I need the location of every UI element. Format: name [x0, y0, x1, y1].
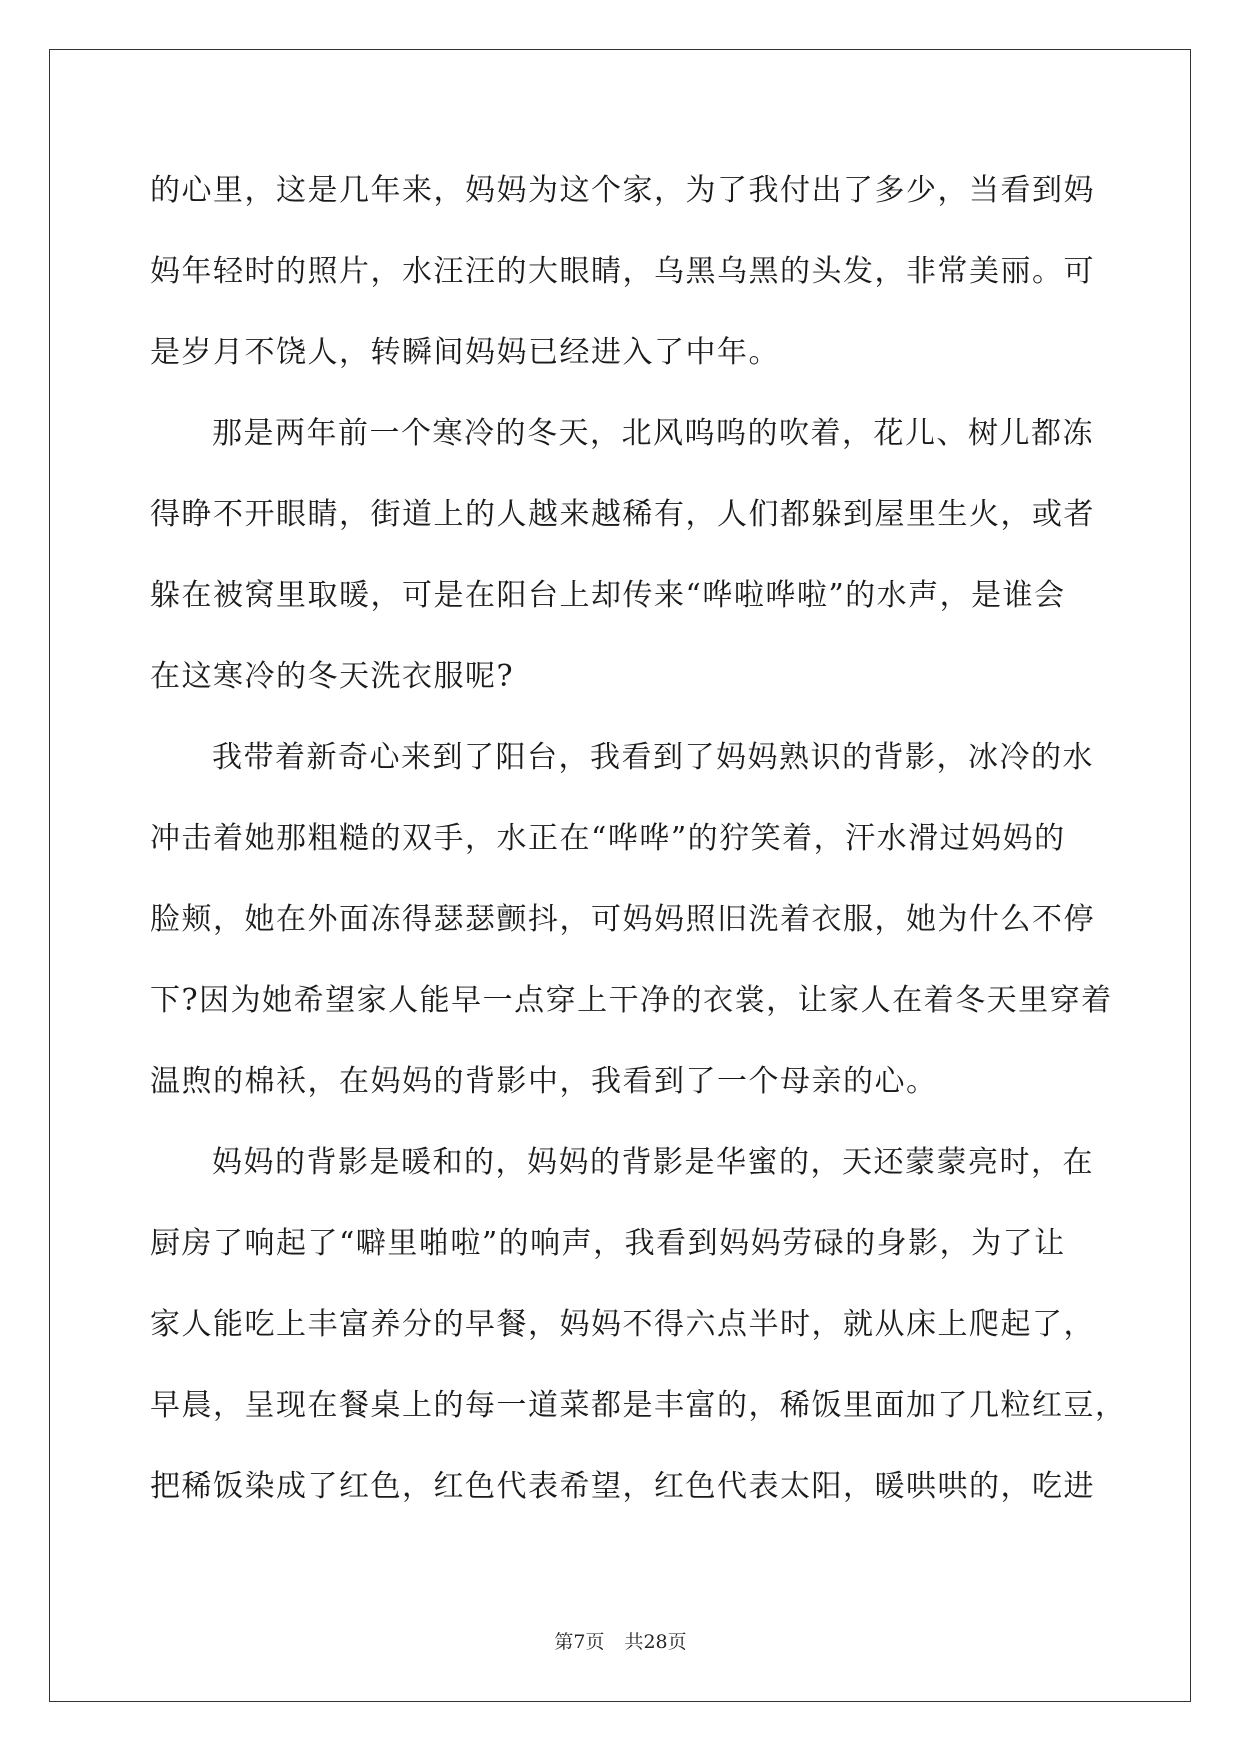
page-footer — [0, 1627, 1241, 1654]
text-line: 把稀饭染成了红色，红色代表希望，红色代表太阳，暖哄哄的，吃进 — [150, 1469, 1095, 1504]
text-line: 的心里，这是几年来，妈妈为这个家，为了我付出了多少，当看到妈 — [150, 173, 1095, 208]
text-line: 下?因为她希望家人能早一点穿上干净的衣裳，让家人在着冬天里穿着 — [150, 983, 1113, 1018]
text-line: 是岁月不饶人，转瞬间妈妈已经进入了中年。 — [150, 335, 780, 370]
document-body — [150, 150, 1127, 1527]
text-line: 温煦的棉袄，在妈妈的背影中，我看到了一个母亲的心。 — [150, 1064, 938, 1099]
text-line: 脸颊，她在外面冻得瑟瑟颤抖，可妈妈照旧洗着衣服，她为什么不停 — [150, 902, 1095, 937]
text-line: 得睁不开眼睛，街道上的人越来越稀有，人们都躲到屋里生火，或者 — [150, 497, 1095, 532]
text-line: 厨房了响起了“噼里啪啦”的响声，我看到妈妈劳碌的身影，为了让 — [150, 1226, 1066, 1261]
text-line: 早晨，呈现在餐桌上的每一道菜都是丰富的，稀饭里面加了几粒红豆， — [150, 1388, 1127, 1423]
text-line: 妈年轻时的照片，水汪汪的大眼睛，乌黑乌黑的头发，非常美丽。可 — [150, 254, 1095, 289]
text-line: 家人能吃上丰富养分的早餐，妈妈不得六点半时，就从床上爬起了， — [150, 1307, 1095, 1342]
text-line: 在这寒冷的冬天洗衣服呢? — [150, 659, 515, 694]
paragraph-start-line: 妈妈的背影是暖和的，妈妈的背影是华蜜的，天还蒙蒙亮时，在 — [212, 1145, 1094, 1180]
total-pages: 共28页 — [624, 1631, 687, 1653]
text-line: 躲在被窝里取暖，可是在阳台上却传来“哗啦哗啦”的水声，是谁会 — [150, 578, 1066, 613]
page-number: 第7页 — [554, 1631, 605, 1653]
paragraph-start-line: 我带着新奇心来到了阳台，我看到了妈妈熟识的背影，冰冷的水 — [212, 740, 1094, 775]
paragraph-start-line: 那是两年前一个寒冷的冬天，北风呜呜的吹着，花儿、树儿都冻 — [212, 416, 1094, 451]
text-line: 冲击着她那粗糙的双手，水正在“哗哗”的狞笑着，汗水滑过妈妈的 — [150, 821, 1066, 856]
